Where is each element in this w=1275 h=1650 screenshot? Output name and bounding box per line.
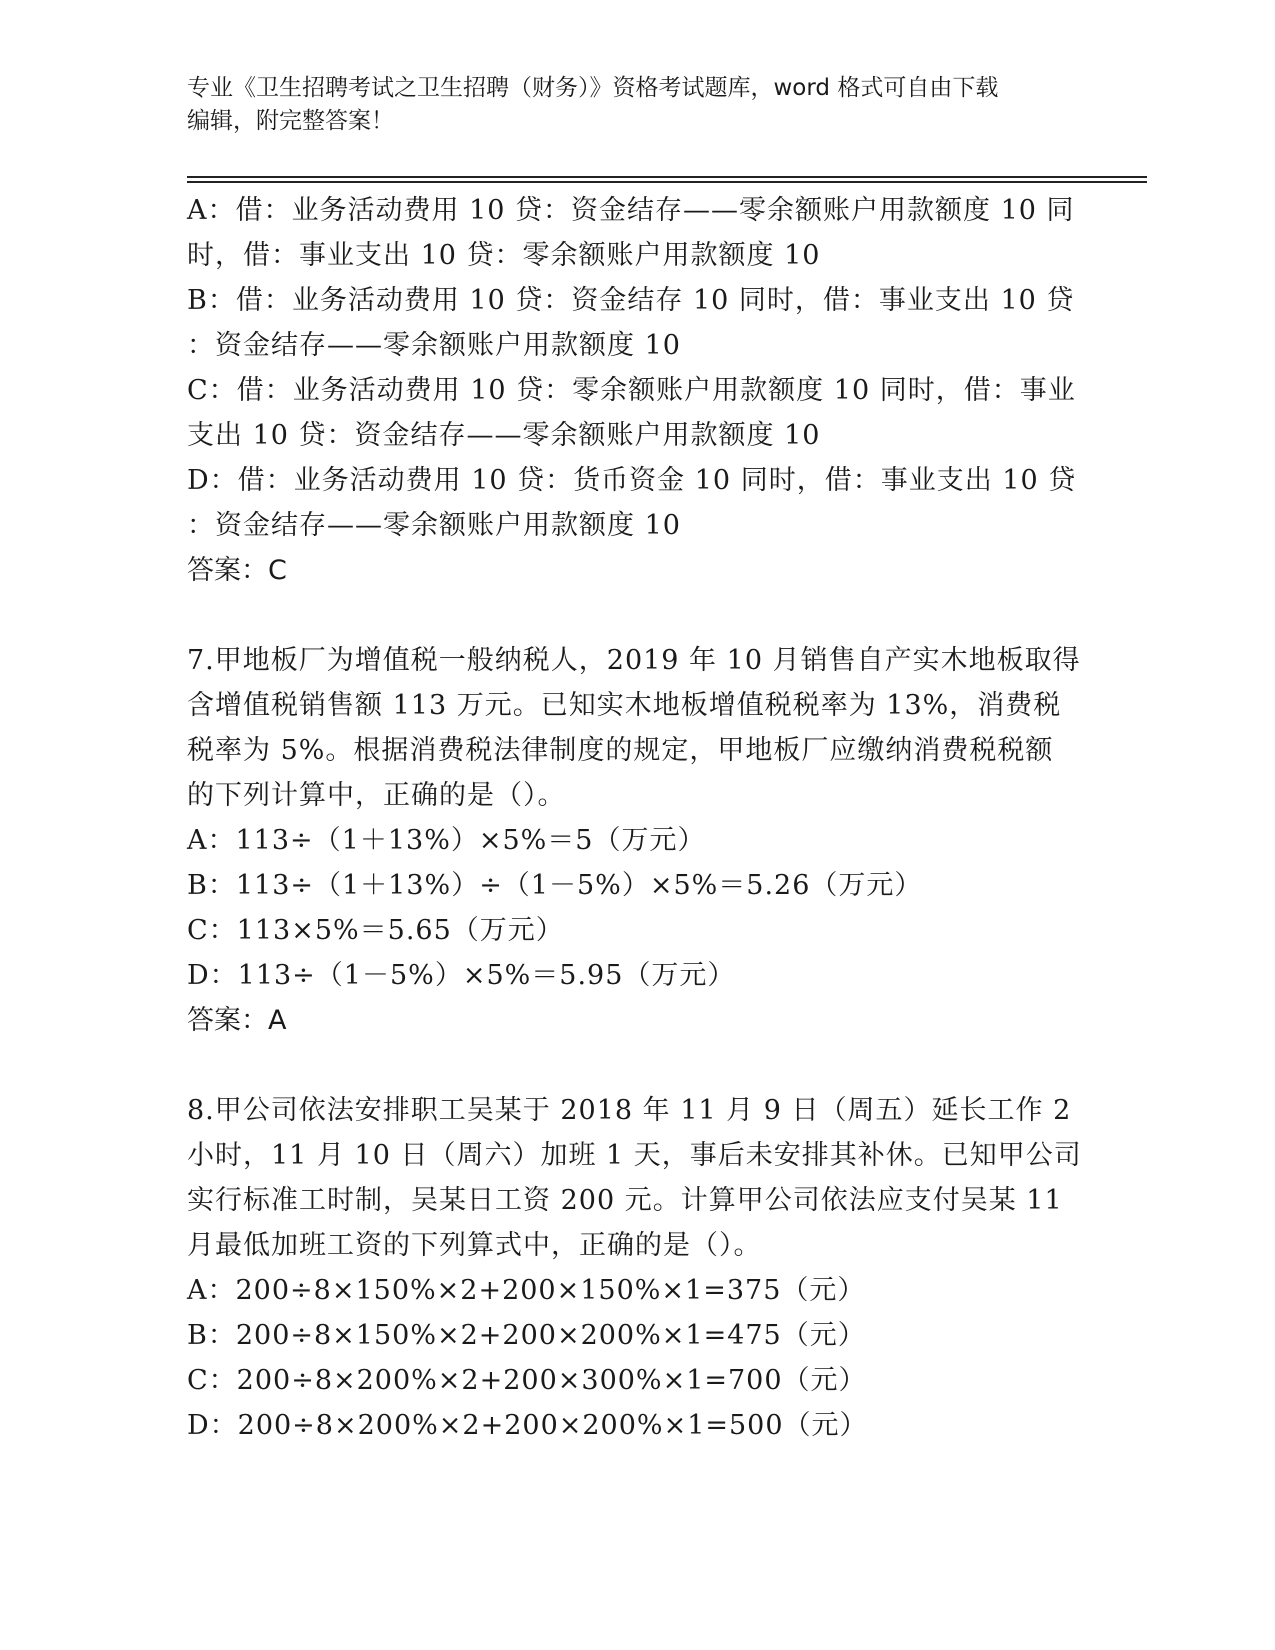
q8-option-d: D：200÷8×200%×2+200×200%×1=500（元） xyxy=(187,1410,868,1441)
q7-stem-line-2: 含增值税销售额 113 万元。已知实木地板增值税税率为 13%，消费税 xyxy=(187,690,1062,721)
header-rule-top xyxy=(187,176,1147,178)
q7-option-b: B：113÷（1＋13%）÷（1－5%）×5%＝5.26（万元） xyxy=(187,870,923,901)
q6-option-d-line-2: ：资金结存——零余额账户用款额度 10 xyxy=(187,510,681,541)
q6-option-c-line-1: C：借：业务活动费用 10 贷：零余额账户用款额度 10 同时，借：事业 xyxy=(187,375,1076,406)
q8-stem-line-4: 月最低加班工资的下列算式中，正确的是（）。 xyxy=(187,1230,762,1261)
question-7 xyxy=(187,638,1087,1043)
q6-option-c-line-2: 支出 10 贷：资金结存——零余额账户用款额度 10 xyxy=(187,420,821,451)
q7-stem-line-3: 税率为 5%。根据消费税法律制度的规定，甲地板厂应缴纳消费税税额 xyxy=(187,735,1054,766)
q8-option-b: B：200÷8×150%×2+200×200%×1=475（元） xyxy=(187,1320,866,1351)
q6-option-a-line-2: 时，借：事业支出 10 贷：零余额账户用款额度 10 xyxy=(187,240,821,271)
question-6-options xyxy=(187,188,1087,593)
header-line-1: 专业《卫生招聘考试之卫生招聘（财务）》资格考试题库，word 格式可自由下载 xyxy=(187,75,999,101)
q6-answer: 答案：C xyxy=(187,555,287,586)
q7-option-a: A：113÷（1＋13%）×5%＝5（万元） xyxy=(187,825,706,856)
q8-option-c: C：200÷8×200%×2+200×300%×1=700（元） xyxy=(187,1365,867,1396)
spacer xyxy=(187,1043,1087,1088)
q6-option-b-line-2: ：资金结存——零余额账户用款额度 10 xyxy=(187,330,681,361)
header-line-2: 编辑，附完整答案！ xyxy=(187,108,394,134)
document-header xyxy=(187,72,1087,138)
q7-option-d: D：113÷（1－5%）×5%＝5.95（万元） xyxy=(187,960,736,991)
q8-stem-line-1: 8.甲公司依法安排职工吴某于 2018 年 11 月 9 日（周五）延长工作 2 xyxy=(187,1095,1072,1126)
spacer xyxy=(187,593,1087,638)
question-8 xyxy=(187,1088,1087,1448)
q6-option-a-line-1: A：借：业务活动费用 10 贷：资金结存——零余额账户用款额度 10 同 xyxy=(187,195,1075,226)
q8-stem-line-3: 实行标准工时制，吴某日工资 200 元。计算甲公司依法应支付吴某 11 xyxy=(187,1185,1063,1216)
q8-stem-line-2: 小时，11 月 10 日（周六）加班 1 天，事后未安排其补休。已知甲公司 xyxy=(187,1140,1082,1171)
question-content xyxy=(187,188,1087,1448)
q7-stem-line-4: 的下列计算中，正确的是（）。 xyxy=(187,780,566,811)
q7-stem-line-1: 7.甲地板厂为增值税一般纳税人，2019 年 10 月销售自产实木地板取得 xyxy=(187,645,1081,676)
q6-option-b-line-1: B：借：业务活动费用 10 贷：资金结存 10 同时，借：事业支出 10 贷 xyxy=(187,285,1075,316)
q7-answer: 答案：A xyxy=(187,1005,287,1036)
q7-option-c: C：113×5%＝5.65（万元） xyxy=(187,915,564,946)
q8-option-a: A：200÷8×150%×2+200×150%×1=375（元） xyxy=(187,1275,866,1306)
q6-option-d-line-1: D：借：业务活动费用 10 贷：货币资金 10 同时，借：事业支出 10 贷 xyxy=(187,465,1077,496)
header-rule-bottom xyxy=(187,181,1147,183)
